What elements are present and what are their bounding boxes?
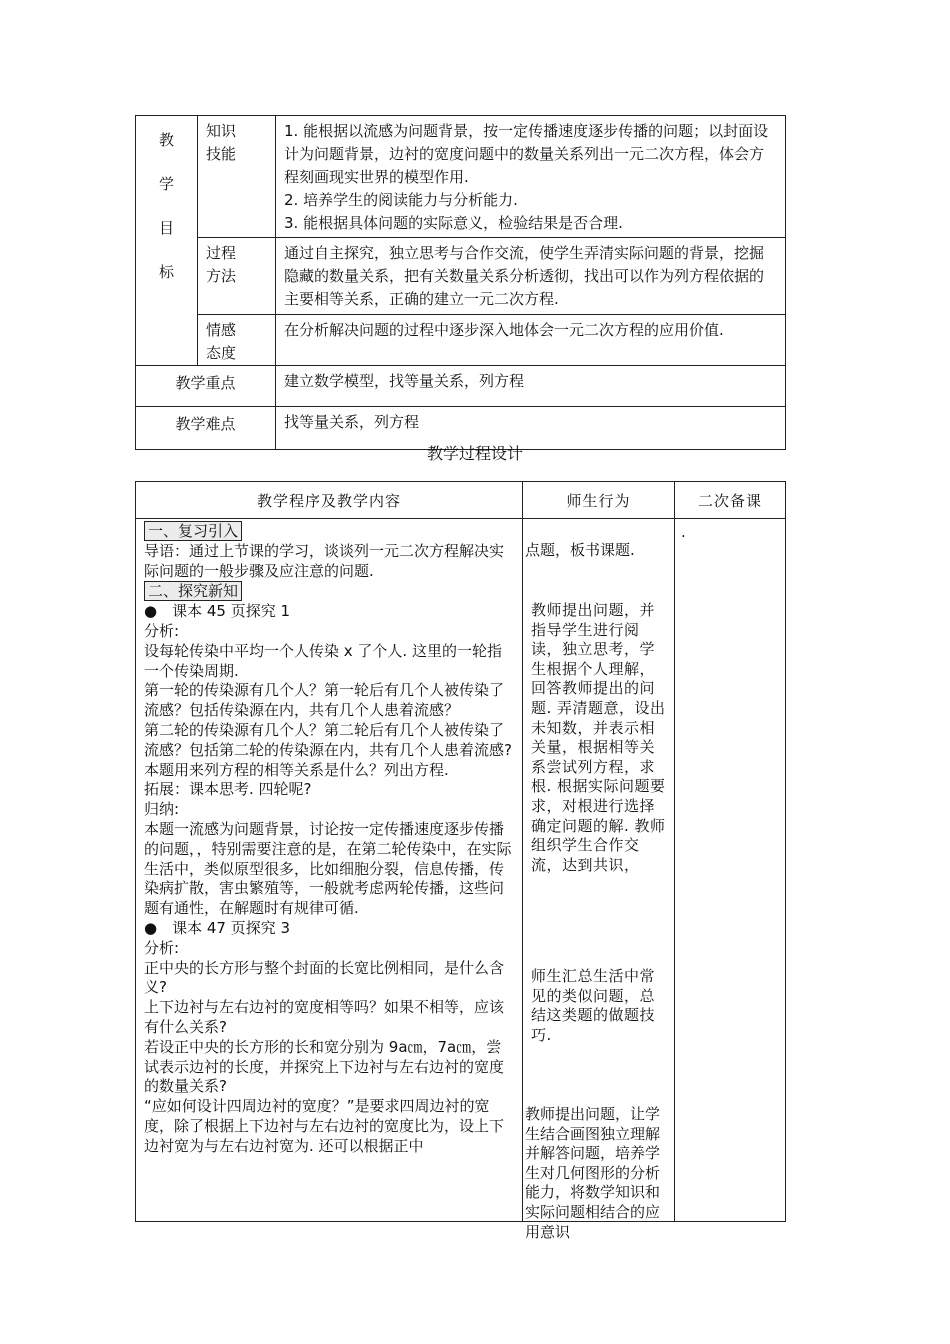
- process-content: 通过自主探究，独立思考与合作交流，使学生弄清实际问题的背景，挖掘隐藏的数量关系，把有关数量关系分析透彻，找出可以作为列方程依据的主要相等关系，正确的建立一元二次方程.: [276, 238, 786, 315]
- key-point-label: 教学重点: [136, 366, 276, 407]
- emotion-label: [198, 315, 276, 366]
- header-second-prep: 二次备课: [675, 482, 786, 519]
- intro-text: 导语：通过上节课的学习，谈谈列一元二次方程解决实际问题的一般步骤及应注意的问题.: [144, 541, 505, 580]
- difficulty-content: 找等量关系，列方程: [276, 407, 786, 450]
- explore1-line: 第一轮的传染源有几个人？第一轮后有几个人被传染了流感？包括传染源在内，共有几个人患着流感？: [144, 681, 505, 720]
- behavior-text: 点题，板书课题.: [525, 541, 635, 559]
- explore1-line: 本题用来列方程的相等关系是什么？列出方程.: [144, 760, 449, 779]
- second-prep-column: .: [675, 519, 786, 1222]
- explore3-line: 上下边衬与左右边衬的宽度相等吗？如果不相等，应该有什么关系?: [144, 998, 505, 1036]
- explore1-title: ● 课本 45 页探究 1: [144, 602, 291, 621]
- key-point-content: 建立数学模型，找等量关系，列方程: [276, 366, 786, 407]
- objectives-label-char: 标: [158, 263, 174, 281]
- process-table: [135, 481, 786, 1241]
- objectives-table: [135, 115, 786, 450]
- knowledge-content: [276, 116, 786, 238]
- knowledge-label-line: 技能: [206, 145, 237, 163]
- objectives-row-emotion: [136, 315, 786, 366]
- explore1-line: 归纳:: [144, 800, 180, 819]
- explore1-line: 设每轮传染中平均一个人传染 x 了个人. 这里的一轮指一个传染周期.: [144, 641, 502, 680]
- process-table-header: [136, 482, 786, 519]
- explore3-title: ● 课本 47 页探究 3: [144, 918, 291, 937]
- explore3-line: 正中央的长方形与整个封面的长宽比例相同，是什么含义?: [144, 958, 505, 997]
- behavior-text: 教师提出问题，让学生结合画图独立理解并解答问题，培养学生对几何图形的分析能力，将数学知识和实际问题相结合的应用意识: [525, 1105, 661, 1241]
- header-teacher-student: 师生行为: [523, 482, 675, 519]
- emotion-content: 在分析解决问题的过程中逐步深入地体会一元二次方程的应用价值.: [276, 315, 786, 366]
- process-table-body: [136, 519, 786, 1222]
- content-column: [136, 519, 523, 1222]
- section-heading-review: 一、复习引入: [144, 521, 242, 541]
- emotion-label-line: 态度: [206, 344, 237, 362]
- knowledge-label-line: 知识: [206, 122, 237, 140]
- explore1-line: 本题一流感为问题背景，讨论按一定传播速度逐步传播的问题，，特别需要注意的是，在第二轮传染中，在实际生活中，类似原型很多，比如细胞分裂，信息传播，传染病扩散，害虫繁殖等，一般就考虑两轮传播，这些问题有通性，在解题时有规律可循.: [144, 819, 512, 918]
- objectives-row-process: [136, 238, 786, 315]
- objectives-label-char: 教: [158, 131, 174, 149]
- explore1-line: 拓展：课本思考. 四轮呢?: [144, 780, 312, 799]
- objectives-row-key-point: [136, 366, 786, 407]
- knowledge-line: 1. 能根据以流感为问题背景，按一定传播速度逐步传播的问题；以封面设计为问题背景，边衬的宽度问题中的数量关系列出一元二次方程，体会方程刻画现实世界的模型作用.: [284, 122, 769, 186]
- process-label-line: 过程: [206, 244, 237, 262]
- emotion-label-line: 情感: [206, 321, 237, 339]
- difficulty-label: 教学难点: [136, 407, 276, 450]
- objectives-row-knowledge: [136, 116, 786, 238]
- behavior-text: 教师提出问题，并指导学生进行阅读，独立思考，学生根据个人理解，回答教师提出的问题. 弄清题意，设出未知数，并表示相关量，根据相等关系尝试列方程，求根. 根据实际问题要求，对根进行选择确定问题的解. 教师组织学生合作交流，达到共识，: [531, 601, 666, 874]
- explore3-line: 若设正中央的长方形的长和宽分别为 9a㎝，7a㎝，尝试表示边衬的长度，并探究上下边衬与左右边衬的宽度的数量关系?: [144, 1037, 505, 1096]
- objectives-label-char: 学: [158, 175, 174, 193]
- section-heading-explore: 二、探究新知: [144, 581, 242, 601]
- knowledge-line: 3. 能根据具体问题的实际意义，检验结果是否合理.: [284, 214, 623, 232]
- explore3-line: 分析:: [144, 938, 180, 957]
- process-label-line: 方法: [206, 267, 237, 285]
- explore1-line: 第二轮的传染源有几个人？第二轮后有几个人被传染了流感？包括第二轮的传染源在内，共有几个人患着流感?: [144, 720, 512, 759]
- explore3-line: “应如何设计四周边衬的宽度？”是要求四周边衬的宽度，除了根据上下边衬与左右边衬的宽度比为，设上下边衬宽为与左右边衬宽为. 还可以根据正中: [144, 1097, 505, 1155]
- header-content: 教学程序及教学内容: [136, 482, 523, 519]
- knowledge-line: 2. 培养学生的阅读能力与分析能力.: [284, 191, 518, 209]
- objectives-label-char: 目: [158, 219, 174, 237]
- process-design-title: 教学过程设计: [426, 444, 523, 463]
- behavior-text: 师生汇总生活中常见的类似问题，总结这类题的做题技巧.: [531, 967, 656, 1044]
- objectives-row-label: [136, 116, 198, 366]
- teacher-student-column: [523, 519, 675, 1241]
- knowledge-label: [198, 116, 276, 238]
- process-label: [198, 238, 276, 315]
- explore1-line: 分析:: [144, 621, 180, 640]
